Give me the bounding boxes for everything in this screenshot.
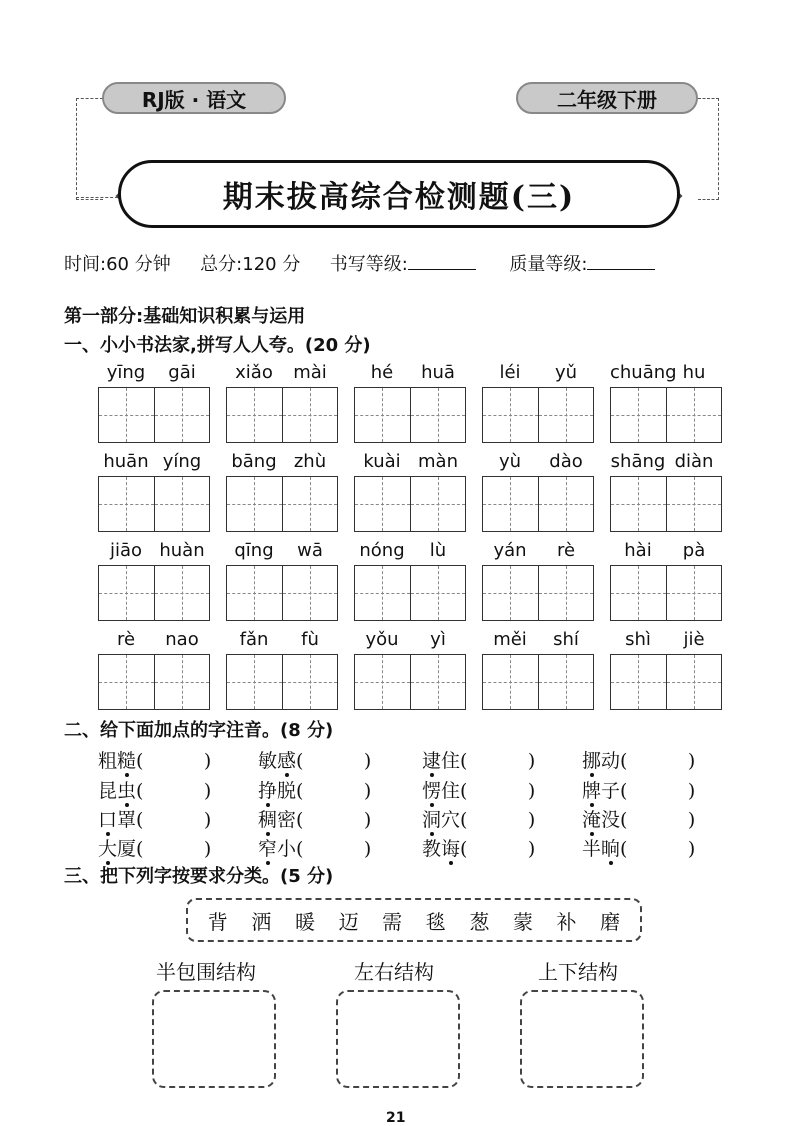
pinyin-label: fǎn (239, 629, 269, 650)
writing-cell[interactable] (666, 477, 721, 531)
word-part: 子 (601, 780, 621, 802)
pinyin-label: yì (430, 629, 446, 650)
pinyin-label: yǒu (365, 629, 399, 650)
word-part: 半 (582, 838, 602, 860)
writing-cell[interactable] (538, 566, 593, 620)
word-part: 粗 (98, 750, 118, 772)
dotted-character: 挣 (258, 780, 278, 802)
word-part: 住 (441, 750, 461, 772)
guide-line (310, 388, 311, 442)
writing-grid[interactable] (354, 476, 466, 532)
pinyin-label: bāng (231, 451, 277, 472)
pinyin-label: yán (493, 540, 527, 561)
guide-line (310, 477, 311, 531)
pronunciation-item (582, 746, 695, 773)
word-part: 厦 (117, 838, 137, 860)
section3-title: 三、把下列字按要求分类。(5 分) (64, 866, 334, 887)
guide-line (638, 566, 639, 620)
guide-line (438, 566, 439, 620)
writing-cell[interactable] (282, 566, 337, 620)
word-part: 没 (601, 809, 621, 831)
pinyin-label: shāng (610, 451, 666, 472)
dotted-character: 牌 (582, 780, 602, 802)
pinyin-label: jiāo (109, 540, 143, 561)
word-part: 动 (601, 750, 621, 772)
guide-line (182, 388, 183, 442)
pronunciation-item (422, 805, 535, 832)
writing-cell[interactable] (355, 388, 410, 442)
word-part: 穴 (441, 809, 461, 831)
writing-grade-blank[interactable] (408, 251, 476, 270)
answer-box-top-bottom[interactable] (520, 990, 644, 1088)
bank-character: 迈 (338, 909, 359, 934)
word-part: 脱 (277, 780, 297, 802)
writing-cell[interactable] (154, 388, 209, 442)
writing-cell[interactable] (282, 655, 337, 709)
pinyin-label: rè (556, 540, 576, 561)
dotted-character: 淹 (582, 809, 602, 831)
writing-cell[interactable] (227, 477, 282, 531)
dotted-character: 愣 (422, 780, 442, 802)
guide-line (382, 566, 383, 620)
writing-cell[interactable] (154, 477, 209, 531)
pinyin-label: màn (418, 451, 458, 472)
pinyin-label: qīng (234, 540, 274, 561)
writing-cell[interactable] (666, 655, 721, 709)
guide-line (182, 655, 183, 709)
answer-parentheses[interactable]: ( ) (136, 809, 212, 831)
pinyin-label: huàn (159, 540, 205, 561)
answer-parentheses[interactable]: ( ) (136, 750, 212, 772)
pronunciation-item (98, 746, 211, 773)
word-part: 住 (441, 780, 461, 802)
pronunciation-item (258, 746, 371, 773)
writing-cell[interactable] (410, 655, 465, 709)
pinyin-label: jiè (683, 629, 705, 650)
pinyin-label: yīng (106, 362, 146, 383)
header-connector-left (76, 98, 103, 200)
guide-line (510, 566, 511, 620)
exam-info (64, 250, 655, 276)
dotted-character: 感 (277, 750, 297, 772)
writing-cell[interactable] (483, 566, 538, 620)
section1-title: 一、小小书法家,拼写人人夸。(20 分) (64, 335, 371, 356)
answer-parentheses[interactable]: ( ) (296, 750, 372, 772)
guide-line (254, 477, 255, 531)
guide-line (566, 477, 567, 531)
guide-line (382, 655, 383, 709)
quality-grade-label: 质量等级: (509, 254, 588, 275)
page-title: 期末拔高综合检测题(三) (118, 160, 680, 228)
bank-character: 葱 (469, 909, 490, 934)
answer-parentheses[interactable]: ( ) (460, 809, 536, 831)
writing-cell[interactable] (611, 477, 666, 531)
pronunciation-item (258, 776, 371, 803)
pinyin-label: chuāng (610, 362, 677, 383)
pinyin-label: pà (682, 540, 706, 561)
pinyin-label: rè (116, 629, 136, 650)
total-score: 总分:120 分 (200, 254, 301, 275)
guide-line (566, 655, 567, 709)
guide-line (510, 477, 511, 531)
pinyin-label: wā (297, 540, 323, 561)
pronunciation-item (582, 776, 695, 803)
pinyin-label: nao (165, 629, 199, 650)
word-part: 密 (277, 809, 297, 831)
pinyin-label: xiǎo (235, 362, 273, 383)
answer-parentheses[interactable]: ( ) (620, 809, 696, 831)
pinyin-label: shí (553, 629, 579, 650)
pinyin-label: shì (625, 629, 651, 650)
bank-character: 需 (382, 909, 403, 934)
pronunciation-item (258, 834, 371, 861)
writing-grid[interactable] (354, 565, 466, 621)
guide-line (638, 477, 639, 531)
pinyin-label: gāi (168, 362, 196, 383)
dotted-character: 挪 (582, 750, 602, 772)
writing-grid[interactable] (226, 565, 338, 621)
writing-grid[interactable] (226, 654, 338, 710)
writing-cell[interactable] (666, 388, 721, 442)
answer-parentheses[interactable]: ( ) (460, 780, 536, 802)
writing-grid[interactable] (610, 654, 722, 710)
guide-line (638, 655, 639, 709)
writing-grid[interactable] (354, 387, 466, 443)
answer-box-semi-enclosed[interactable] (152, 990, 276, 1088)
writing-cell[interactable] (538, 388, 593, 442)
writing-cell[interactable] (483, 655, 538, 709)
writing-grid[interactable] (354, 654, 466, 710)
guide-line (382, 477, 383, 531)
writing-grid[interactable] (98, 387, 210, 443)
guide-line (310, 566, 311, 620)
dotted-character: 口 (98, 809, 118, 831)
bank-character: 蒙 (512, 909, 533, 934)
grade-badge: 二年级下册 (516, 82, 698, 114)
guide-line (254, 566, 255, 620)
writing-cell[interactable] (355, 566, 410, 620)
writing-grid[interactable] (482, 654, 594, 710)
writing-cell[interactable] (611, 388, 666, 442)
guide-line (254, 388, 255, 442)
pinyin-label: léi (499, 362, 521, 383)
pinyin-label: kuài (363, 451, 401, 472)
quality-grade-blank[interactable] (587, 251, 655, 270)
bank-character: 磨 (600, 909, 621, 934)
writing-grid[interactable] (98, 565, 210, 621)
guide-line (694, 655, 695, 709)
character-bank (186, 898, 642, 942)
writing-cell[interactable] (154, 566, 209, 620)
writing-grid[interactable] (482, 387, 594, 443)
page-number: 21 (386, 1110, 406, 1126)
writing-grid[interactable] (226, 476, 338, 532)
writing-cell[interactable] (611, 655, 666, 709)
word-part: 敏 (258, 750, 278, 772)
answer-parentheses[interactable]: ( ) (296, 809, 372, 831)
answer-parentheses[interactable]: ( ) (620, 838, 696, 860)
writing-cell[interactable] (227, 566, 282, 620)
writing-cell[interactable] (410, 388, 465, 442)
writing-cell[interactable] (611, 566, 666, 620)
bank-character: 补 (556, 909, 577, 934)
guide-line (638, 388, 639, 442)
pronunciation-item (422, 746, 535, 773)
guide-line (254, 655, 255, 709)
header-connector-left-bottom (76, 197, 118, 198)
writing-cell[interactable] (355, 655, 410, 709)
pronunciation-item (258, 805, 371, 832)
guide-line (126, 566, 127, 620)
guide-line (126, 388, 127, 442)
writing-grid[interactable] (482, 565, 594, 621)
dotted-character: 稠 (258, 809, 278, 831)
pronunciation-item (98, 805, 211, 832)
pinyin-label: hài (624, 540, 652, 561)
guide-line (126, 655, 127, 709)
dotted-character: 洞 (422, 809, 442, 831)
writing-grid[interactable] (98, 654, 210, 710)
guide-line (510, 388, 511, 442)
answer-parentheses[interactable]: ( ) (460, 750, 536, 772)
writing-cell[interactable] (483, 388, 538, 442)
writing-cell[interactable] (538, 477, 593, 531)
writing-grid[interactable] (610, 476, 722, 532)
guide-line (382, 388, 383, 442)
dotted-character: 大 (98, 838, 118, 860)
answer-parentheses[interactable]: ( ) (136, 838, 212, 860)
word-part: 罩 (117, 809, 137, 831)
guide-line (510, 655, 511, 709)
word-part: 小 (277, 838, 297, 860)
dotted-character: 虫 (117, 780, 137, 802)
writing-grid[interactable] (98, 476, 210, 532)
pinyin-label: nóng (359, 540, 405, 561)
writing-cell[interactable] (99, 655, 154, 709)
pinyin-label: fù (301, 629, 319, 650)
category-label-semi-enclosed: 半包围结构 (156, 960, 256, 984)
section2-title: 二、给下面加点的字注音。(8 分) (64, 720, 334, 741)
bank-character: 洒 (251, 909, 272, 934)
writing-grid[interactable] (226, 387, 338, 443)
pinyin-label: huān (103, 451, 149, 472)
dotted-character: 糙 (117, 750, 137, 772)
pinyin-label: lù (429, 540, 447, 561)
writing-cell[interactable] (227, 388, 282, 442)
guide-line (694, 388, 695, 442)
writing-cell[interactable] (666, 566, 721, 620)
guide-line (566, 566, 567, 620)
guide-line (310, 655, 311, 709)
guide-line (438, 388, 439, 442)
writing-cell[interactable] (410, 566, 465, 620)
guide-line (694, 477, 695, 531)
writing-cell[interactable] (154, 655, 209, 709)
dotted-character: 逮 (422, 750, 442, 772)
pinyin-label: huā (421, 362, 455, 383)
pinyin-label: yù (498, 451, 522, 472)
writing-cell[interactable] (355, 477, 410, 531)
guide-line (438, 477, 439, 531)
writing-grid[interactable] (482, 476, 594, 532)
guide-line (126, 477, 127, 531)
pinyin-label: yíng (162, 451, 202, 472)
pronunciation-item (98, 834, 211, 861)
answer-box-left-right[interactable] (336, 990, 460, 1088)
answer-parentheses[interactable]: ( ) (620, 780, 696, 802)
writing-cell[interactable] (227, 655, 282, 709)
header-connector-right (698, 98, 719, 200)
writing-cell[interactable] (99, 477, 154, 531)
answer-parentheses[interactable]: ( ) (296, 780, 372, 802)
pronunciation-item (582, 834, 695, 861)
writing-cell[interactable] (99, 388, 154, 442)
writing-cell[interactable] (410, 477, 465, 531)
writing-cell[interactable] (483, 477, 538, 531)
time-limit: 时间:60 分钟 (64, 254, 171, 275)
pinyin-label: měi (493, 629, 527, 650)
category-label-left-right: 左右结构 (354, 960, 434, 984)
writing-grid[interactable] (610, 565, 722, 621)
pronunciation-item (422, 834, 535, 861)
answer-parentheses[interactable]: ( ) (136, 780, 212, 802)
pronunciation-item (582, 805, 695, 832)
pinyin-label: diàn (674, 451, 714, 472)
dotted-character: 窄 (258, 838, 278, 860)
part1-title: 第一部分:基础知识积累与运用 (64, 306, 306, 327)
writing-grade-label: 书写等级: (329, 254, 408, 275)
pronunciation-item (422, 776, 535, 803)
pinyin-label: hé (370, 362, 394, 383)
dotted-character: 诲 (441, 838, 461, 860)
pinyin-label: dào (549, 451, 583, 472)
writing-grid[interactable] (610, 387, 722, 443)
answer-parentheses[interactable]: ( ) (296, 838, 372, 860)
guide-line (438, 655, 439, 709)
bank-character: 背 (207, 909, 228, 934)
dotted-character: 晌 (601, 838, 621, 860)
guide-line (182, 477, 183, 531)
pinyin-label: mài (293, 362, 327, 383)
writing-cell[interactable] (538, 655, 593, 709)
guide-line (566, 388, 567, 442)
edition-badge: RJ版 · 语文 (102, 82, 286, 114)
answer-parentheses[interactable]: ( ) (460, 838, 536, 860)
pinyin-label: hu (682, 362, 706, 383)
pronunciation-item (98, 776, 211, 803)
pinyin-label: yǔ (554, 362, 578, 383)
answer-parentheses[interactable]: ( ) (620, 750, 696, 772)
word-part: 昆 (98, 780, 118, 802)
word-part: 教 (422, 838, 442, 860)
bank-character: 毯 (425, 909, 446, 934)
writing-cell[interactable] (282, 477, 337, 531)
writing-cell[interactable] (99, 566, 154, 620)
category-label-top-bottom: 上下结构 (538, 960, 618, 984)
bank-character: 暖 (294, 909, 315, 934)
guide-line (182, 566, 183, 620)
pinyin-label: zhù (293, 451, 327, 472)
guide-line (694, 566, 695, 620)
writing-cell[interactable] (282, 388, 337, 442)
